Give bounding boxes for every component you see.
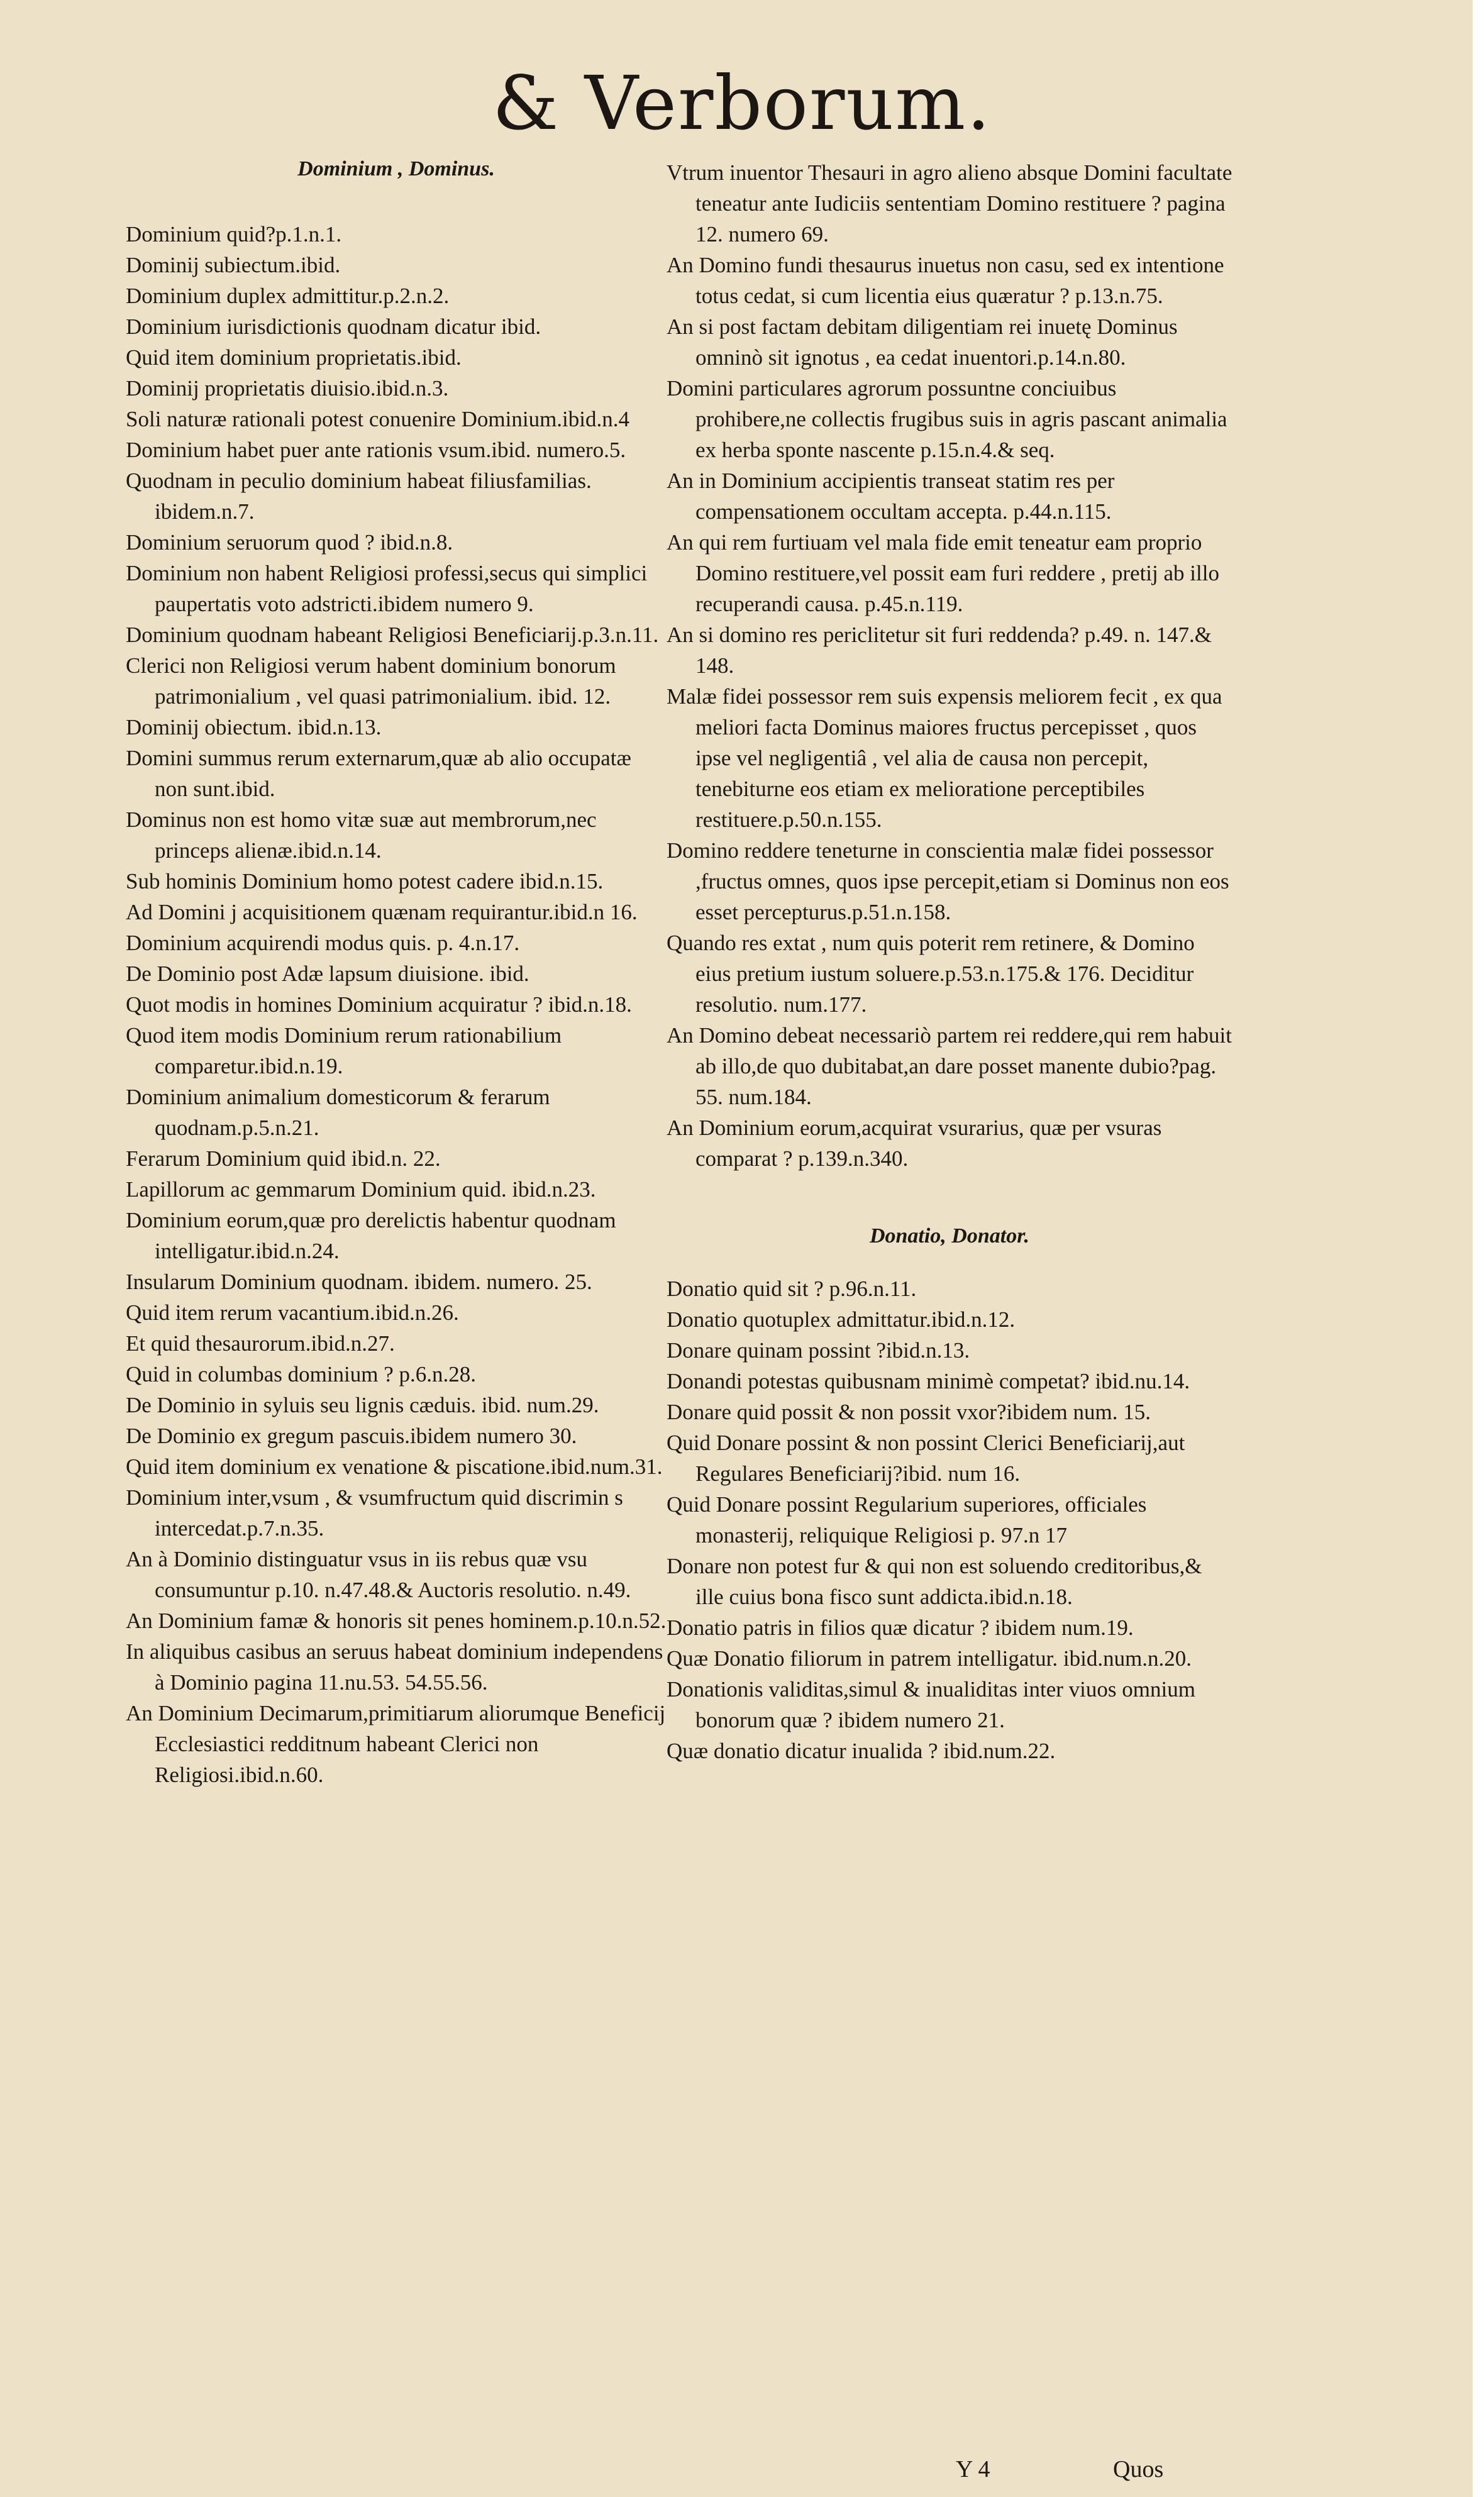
index-entry: Domino reddere teneturne in conscientia malæ fidei possessor ,fructus omnes, quos ipse percepit,etiam si Dominus non eos esset percepturus.p.51.n.158. (667, 838, 1229, 924)
index-entry: De Dominio in syluis seu lignis cæduis. ibid. num.29. (126, 1393, 599, 1417)
index-entry: Dominium quid?p.1.n.1. (126, 222, 342, 246)
page-header: & Verborum. (492, 60, 992, 147)
index-entry: Donationis validitas,simul & inualiditas inter viuos omnium bonorum quæ ? ibidem numero 21. (667, 1677, 1195, 1732)
index-entry: An qui rem furtiuam vel mala fide emit teneatur eam proprio Domino restituere,vel possit eam furi reddere , pretij ab illo recuperandi causa. p.45.n.119. (667, 530, 1219, 616)
index-entry: Quid item rerum vacantium.ibid.n.26. (126, 1300, 459, 1325)
index-entry: Soli naturæ rationali potest conuenire Dominium.ibid.n.4 (126, 407, 630, 431)
index-entry: Dominium eorum,quæ pro derelictis habentur quodnam intelligatur.ibid.n.24. (126, 1208, 616, 1263)
index-entry: Dominium non habent Religiosi professi,secus qui simplici paupertatis voto adstricti.ibidem numero 9. (126, 561, 648, 616)
index-entry: An Dominium eorum,acquirat vsurarius, quæ per vsuras comparat ? p.139.n.340. (667, 1116, 1162, 1171)
index-entry: An in Dominium accipientis transeat statim res per compensationem occultam accepta. p.44.n.115. (667, 468, 1115, 524)
index-entry: Dominium quodnam habeant Religiosi Beneficiarij.p.3.n.11. (126, 623, 659, 647)
index-entry: Donatio quotuplex admittatur.ibid.n.12. (667, 1307, 1016, 1332)
index-entry: Dominus non est homo vitæ suæ aut membrorum,nec princeps alienæ.ibid.n.14. (126, 807, 597, 863)
index-entry: Quodnam in peculio dominium habeat filiusfamilias. ibidem.n.7. (126, 468, 592, 524)
index-entry: Clerici non Religiosi verum habent dominium bonorum patrimonialium , vel quasi patrimonialium. ibid. 12. (126, 653, 616, 709)
index-entry: Quæ donatio dicatur inualida ? ibid.num.22. (667, 1739, 1056, 1763)
index-entry: Quid item dominium proprietatis.ibid. (126, 345, 462, 370)
index-entry: Dominium seruorum quod ? ibid.n.8. (126, 530, 453, 555)
index-entry: An Dominium famæ & honoris sit penes hominem.p.10.n.52. (126, 1608, 667, 1633)
index-entry: An si post factam debitam diligentiam rei inuetę Dominus omninò sit ignotus , ea cedat inuentori.p.14.n.80. (667, 314, 1178, 370)
signature-mark: Y 4 (956, 2456, 990, 2483)
index-entry: Malæ fidei possessor rem suis expensis meliorem fecit , ex qua meliori facta Dominus maiores fructus percepisset , quos ipse vel negligentiâ , vel alia de causa non percepit, tenebiturne eos etiam ex melioratione perceptibiles restituere.p.50.n.155. (667, 684, 1222, 832)
index-entry: De Dominio ex gregum pascuis.ibidem numero 30. (126, 1424, 577, 1448)
right-top-entries-list (667, 157, 1232, 1174)
right-bottom-entries-list (667, 1273, 1232, 1766)
index-entry: Dominium habet puer ante rationis vsum.ibid. numero.5. (126, 438, 626, 462)
index-entry: Dominij proprietatis diuisio.ibid.n.3. (126, 376, 449, 401)
index-entry: Dominium acquirendi modus quis. p. 4.n.17. (126, 931, 520, 955)
index-entry: An si domino res periclitetur sit furi reddenda? p.49. n. 147.& 148. (667, 623, 1212, 678)
index-entry: Donandi potestas quibusnam minimè competat? ibid.nu.14. (667, 1369, 1190, 1393)
index-entry: Dominium inter,vsum , & vsumfructum quid discrimin s intercedat.p.7.n.35. (126, 1485, 623, 1541)
index-entry: Quid Donare possint Regularium superiores, officiales monasterij, reliquique Religiosi p. 97.n 17 (667, 1492, 1147, 1547)
index-entry: Donare quinam possint ?ibid.n.13. (667, 1338, 970, 1363)
index-entry: Ad Domini j acquisitionem quænam requirantur.ibid.n 16. (126, 900, 638, 924)
section-heading-dominium: Dominium , Dominus. (297, 157, 495, 180)
index-entry: An à Dominio distinguatur vsus in iis rebus quæ vsu consumuntur p.10. n.47.48.& Auctoris resolutio. n.49. (126, 1547, 631, 1602)
index-entry: Donatio quid sit ? p.96.n.11. (667, 1276, 917, 1301)
index-entry: Quot modis in homines Dominium acquiratur ? ibid.n.18. (126, 992, 632, 1017)
index-entry: Dominij subiectum.ibid. (126, 253, 341, 277)
index-entry: De Dominio post Adæ lapsum diuisione. ibid. (126, 961, 529, 986)
index-entry: Domini summus rerum externarum,quæ ab alio occupatæ non sunt.ibid. (126, 746, 631, 801)
catchword: Quos (1113, 2456, 1164, 2483)
index-entry: Ferarum Dominium quid ibid.n. 22. (126, 1146, 441, 1171)
right-column (667, 157, 1232, 1766)
index-entry: Quando res extat , num quis poterit rem retinere, & Domino eius pretium iustum soluere.p.53.n.175.& 176. Deciditur resolutio. num.177. (667, 931, 1195, 1017)
left-column (126, 157, 667, 1790)
index-entry: Dominium iurisdictionis quodnam dicatur ibid. (126, 314, 541, 339)
index-entry: Dominium animalium domesticorum & ferarum quodnam.p.5.n.21. (126, 1085, 550, 1140)
index-entry: In aliquibus casibus an seruus habeat dominium independens à Dominio pagina 11.nu.53. 54.55.56. (126, 1639, 663, 1695)
index-entry: Vtrum inuentor Thesauri in agro alieno absque Domini facultate teneatur ante Iudiciis sententiam Domino restituere ? pagina 12. numero 69. (667, 160, 1232, 246)
index-entry: Donare non potest fur & qui non est soluendo creditoribus,& ille cuius bona fisco sunt addicta.ibid.n.18. (667, 1554, 1202, 1609)
index-entry: Quæ Donatio filiorum in patrem intelligatur. ibid.num.n.20. (667, 1646, 1192, 1671)
page-edge (1473, 0, 1484, 2497)
left-entries-list (126, 219, 667, 1790)
index-entry: Quid in columbas dominium ? p.6.n.28. (126, 1362, 477, 1387)
index-entry: Insularum Dominium quodnam. ibidem. numero. 25. (126, 1270, 592, 1294)
index-entry: Donatio patris in filios quæ dicatur ? ibidem num.19. (667, 1615, 1134, 1640)
index-entry: Sub hominis Dominium homo potest cadere ibid.n.15. (126, 869, 604, 894)
index-entry: Lapillorum ac gemmarum Dominium quid. ibid.n.23. (126, 1177, 596, 1202)
index-entry: Quid item dominium ex venatione & piscatione.ibid.num.31. (126, 1454, 663, 1479)
section-heading-donatio: Donatio, Donator. (869, 1224, 1030, 1248)
index-entry: An Domino debeat necessariò partem rei reddere,qui rem habuit ab illo,de quo dubitabat,an dare posset manente dubio?pag. 55. num.184. (667, 1023, 1232, 1109)
index-entry: An Dominium Decimarum,primitiarum aliorumque Beneficij Ecclesiastici redditnum habeant Clerici non Religiosi.ibid.n.60. (126, 1701, 666, 1787)
index-entry: Quid Donare possint & non possint Clerici Beneficiarij,aut Regulares Beneficiarij?ibid. num 16. (667, 1431, 1185, 1486)
index-entry: Donare quid possit & non possit vxor?ibidem num. 15. (667, 1400, 1151, 1424)
index-entry: Domini particulares agrorum possuntne conciuibus prohibere,ne collectis frugibus suis in agris pascant animalia ex herba sponte nascente p.15.n.4.& seq. (667, 376, 1227, 462)
index-entry: Dominium duplex admittitur.p.2.n.2. (126, 284, 450, 308)
index-entry: Et quid thesaurorum.ibid.n.27. (126, 1331, 395, 1356)
index-entry: Dominij obiectum. ibid.n.13. (126, 715, 382, 739)
index-entry: An Domino fundi thesaurus inuetus non casu, sed ex intentione totus cedat, si cum licentia eius quæratur ? p.13.n.75. (667, 253, 1224, 308)
index-entry: Quod item modis Dominium rerum rationabilium comparetur.ibid.n.19. (126, 1023, 562, 1078)
